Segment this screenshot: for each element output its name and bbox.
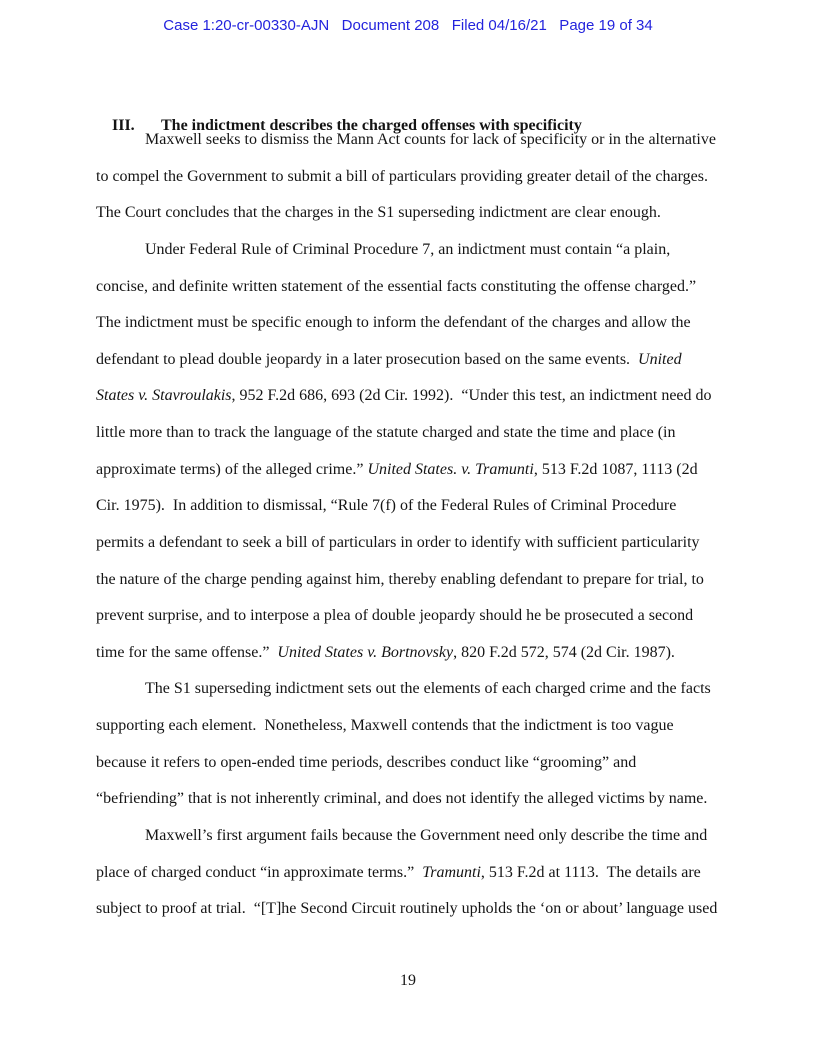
text-run: place of charged conduct “in approximate terms.”: [96, 863, 423, 881]
text-run: to compel the Government to submit a bill of particulars providing greater detail of the charges.: [96, 167, 708, 185]
section-number: III.: [112, 117, 135, 134]
text-line: [96, 855, 720, 892]
text-run: , 820 F.2d 572, 574 (2d Cir. 1987).: [453, 643, 675, 661]
text-run: , 513 F.2d at 1113. The details are: [480, 863, 701, 881]
text-run: time for the same offense.”: [96, 643, 278, 661]
text-run: The indictment must be specific enough to inform the defendant of the charges and allow the: [96, 314, 691, 332]
text-line: [96, 671, 720, 708]
text-run: Cir. 1975). In addition to dismissal, “Rule 7(f) of the Federal Rules of Criminal Procedure: [96, 497, 677, 515]
text-line: [96, 305, 720, 342]
text-line: [96, 708, 720, 745]
text-run: concise, and definite written statement of the essential facts constituting the offense charged.”: [96, 277, 697, 295]
body-text: [96, 122, 720, 928]
text-line: [96, 635, 720, 672]
text-line: [96, 232, 720, 269]
text-line: [96, 745, 720, 782]
text-line: [96, 195, 720, 232]
text-run: , 952 F.2d 686, 693 (2d Cir. 1992). “Under this test, an indictment need do: [231, 387, 712, 405]
case-citation-italic: Tramunti: [422, 863, 481, 881]
text-run: prevent surprise, and to interpose a plea of double jeopardy should he be prosecuted a second: [96, 607, 694, 625]
text-line: [96, 122, 720, 159]
text-run: permits a defendant to seek a bill of particulars in order to identify with sufficient particularity: [96, 533, 700, 551]
text-line: [96, 415, 720, 452]
text-line: [96, 378, 720, 415]
text-run: The S1 superseding indictment sets out the elements of each charged crime and the facts: [145, 680, 711, 698]
text-line: [96, 781, 720, 818]
text-run: Under Federal Rule of Criminal Procedure 7, an indictment must contain “a plain,: [145, 240, 671, 258]
text-line: [96, 342, 720, 379]
text-line: [96, 159, 720, 196]
text-run: The Court concludes that the charges in the S1 superseding indictment are clear enough.: [96, 204, 661, 222]
section-title: The indictment describes the charged offenses with specificity: [161, 117, 582, 134]
text-run: Maxwell seeks to dismiss the Mann Act counts for lack of specificity or in the alternative: [145, 131, 716, 148]
text-line: [96, 452, 720, 489]
page-number: 19: [400, 972, 416, 989]
case-stamp-header: Case 1:20-cr-00330-AJN Document 208 Filed 04/16/21 Page 19 of 34: [163, 17, 653, 34]
case-citation-italic: States v. Stavroulakis: [96, 387, 232, 405]
text-line: [96, 525, 720, 562]
text-line: [96, 891, 720, 928]
text-line: [96, 598, 720, 635]
text-line: [96, 562, 720, 599]
text-run: supporting each element. Nonetheless, Maxwell contends that the indictment is too vague: [96, 717, 674, 734]
text-run: the nature of the charge pending against him, thereby enabling defendant to prepare for trial, to: [96, 570, 704, 588]
case-citation-italic: United States v. Bortnovsky: [277, 643, 454, 661]
text-run: because it refers to open-ended time periods, describes conduct like “grooming” and: [96, 753, 637, 771]
text-run: subject to proof at trial. “[T]he Second Circuit routinely upholds the ‘on or about’ language used: [96, 900, 718, 918]
text-line: [96, 488, 720, 525]
text-run: , 513 F.2d 1087, 1113 (2d: [533, 460, 698, 478]
text-run: “befriending” that is not inherently criminal, and does not identify the alleged victims by name.: [96, 790, 708, 808]
text-run: defendant to plead double jeopardy in a later prosecution based on the same events.: [96, 350, 639, 368]
text-run: approximate terms) of the alleged crime.”: [96, 460, 368, 478]
case-citation-italic: United: [638, 350, 682, 368]
text-run: Maxwell’s first argument fails because the Government need only describe the time and: [145, 826, 708, 844]
case-citation-italic: United States. v. Tramunti: [367, 460, 534, 478]
text-line: [96, 818, 720, 855]
text-run: little more than to track the language of the statute charged and state the time and place (in: [96, 424, 676, 441]
text-line: [96, 269, 720, 306]
